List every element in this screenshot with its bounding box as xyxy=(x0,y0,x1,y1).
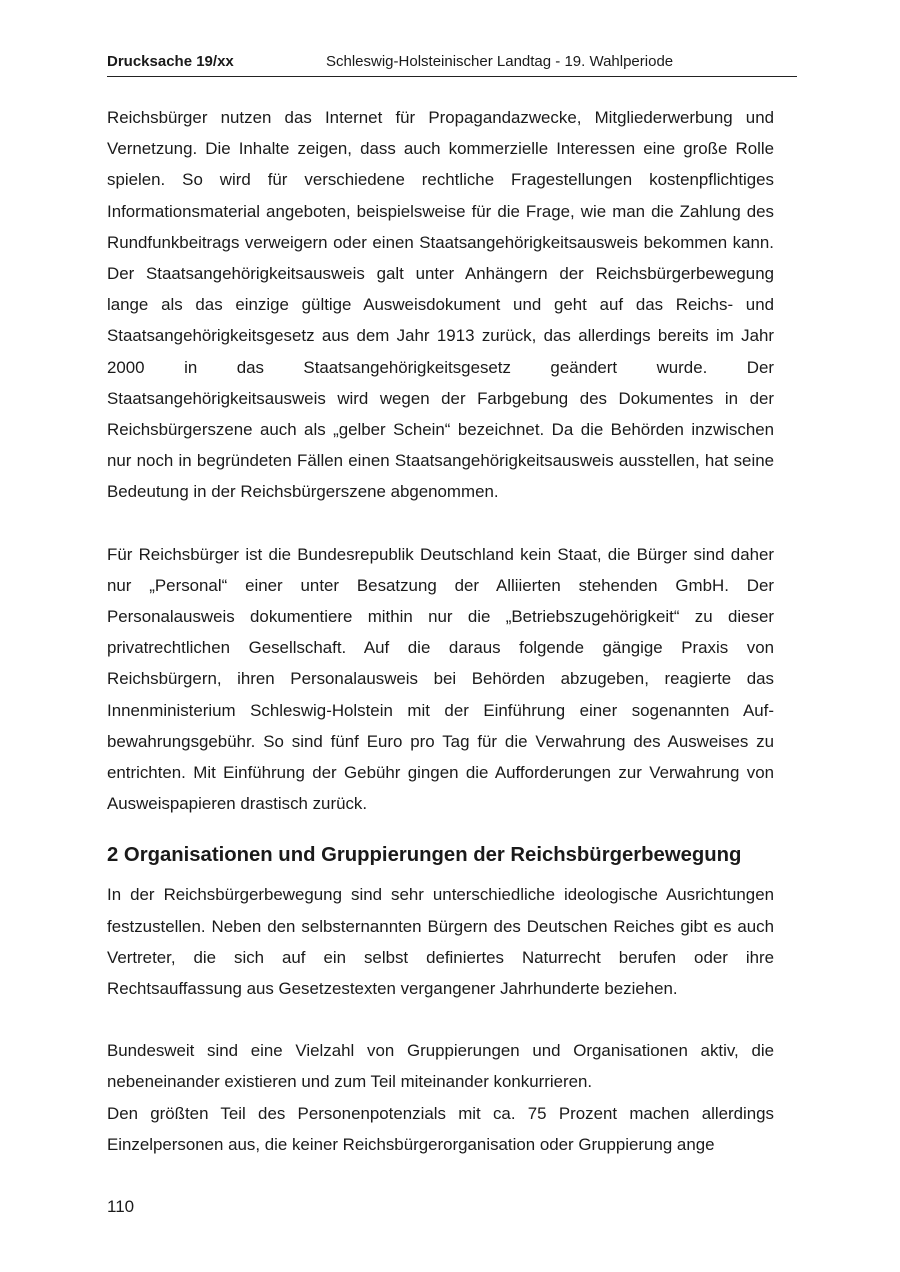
paragraph-spacer xyxy=(107,1004,774,1035)
paragraph-spacer xyxy=(107,508,774,539)
paragraph: Bundesweit sind eine Vielzahl von Gruppierungen und Organisationen aktiv, die nebeneinander existieren und zum Teil miteinander konkurrieren. xyxy=(107,1041,774,1092)
page-header xyxy=(107,50,797,77)
paragraph: Für Reichsbürger ist die Bundesrepublik Deutschland kein Staat, die Bürger sind daher nur „Personal“ einer unter Besatzung der Alliierten stehenden GmbH. Der Personalausweis dokumentiere mithin nur die „Betriebszugehörigkeit“ zu dieser privatrechtlichen Gesellschaft. Auf die daraus folgende gängige Praxis von Reichsbürgern, ihren Personalausweis bei Behörden abzugeben, reagierte das Innenministerium Schleswig-Holstein mit der Einführung einer sogenannten Aufbewahrungsgebühr. So sind fünf Euro pro Tag für die Verwahrung des Ausweises zu entrichten. Mit Einführung der Gebühr gingen die Aufforderungen zur Verwahrung von Ausweispapieren drastisch zurück. xyxy=(107,544,774,814)
document-body xyxy=(107,102,774,1160)
section-heading: 2 Organisationen und Gruppierungen der Reichsbürgerbewegung xyxy=(107,844,742,867)
page-number: 110 xyxy=(107,1197,135,1216)
document-number: Drucksache 19/xx xyxy=(107,53,234,70)
paragraph: Den größten Teil des Personenpotenzials mit ca. 75 Prozent machen allerdings Einzelpersonen aus, die keiner Reichsbürgerorganisation oder Gruppierung ange xyxy=(107,1103,774,1154)
header-title: Schleswig-Holsteinischer Landtag - 19. Wahlperiode xyxy=(326,53,674,70)
paragraph: In der Reichsbürgerbewegung sind sehr unterschiedliche ideologische Ausrichtungen festzustellen. Neben den selbsternannten Bürgern des Deutschen Reiches gibt es auch Vertreter, die sich auf ein selbst definiertes Naturrecht berufen oder ihre Rechtsauffassung aus Gesetzestexten vergangener Jahrhunderte beziehen. xyxy=(107,885,774,999)
paragraph: Reichsbürger nutzen das Internet für Propagandazwecke, Mitgliederwerbung und Vernetzung. Die Inhalte zeigen, dass auch kommerzielle Interessen eine große Rolle spielen. So wird für verschiedene rechtliche Fragestellungen kostenpflichtiges Informationsmaterial angeboten, beispielsweise für die Frage, wie man die Zahlung des Rundfunkbeitrags verweigern oder einen Staatsangehörigkeitsausweis bekommen kann. Der Staatsangehörigkeitsausweis galt unter Anhängern der Reichsbürgerbewegung lange als das einzige gültige Ausweisdokument und geht auf das Reichs- und Staatsangehörigkeitsgesetz aus dem Jahr 1913 zurück, das allerdings bereits im Jahr 2000 in das Staatsangehörigkeitsgesetz geändert wurde. Der Staatsangehörigkeitsausweis wird wegen der Farbgebung des Dokumentes in der Reichsbürgerszene auch als „gelber Schein“ bezeichnet. Da die Behörden inzwischen nur noch in begründeten Fällen einen Staatsangehörigkeitsausweis ausstellen, hat seine Bedeutung in der Reichsbürgerszene abgenommen. xyxy=(107,108,774,502)
